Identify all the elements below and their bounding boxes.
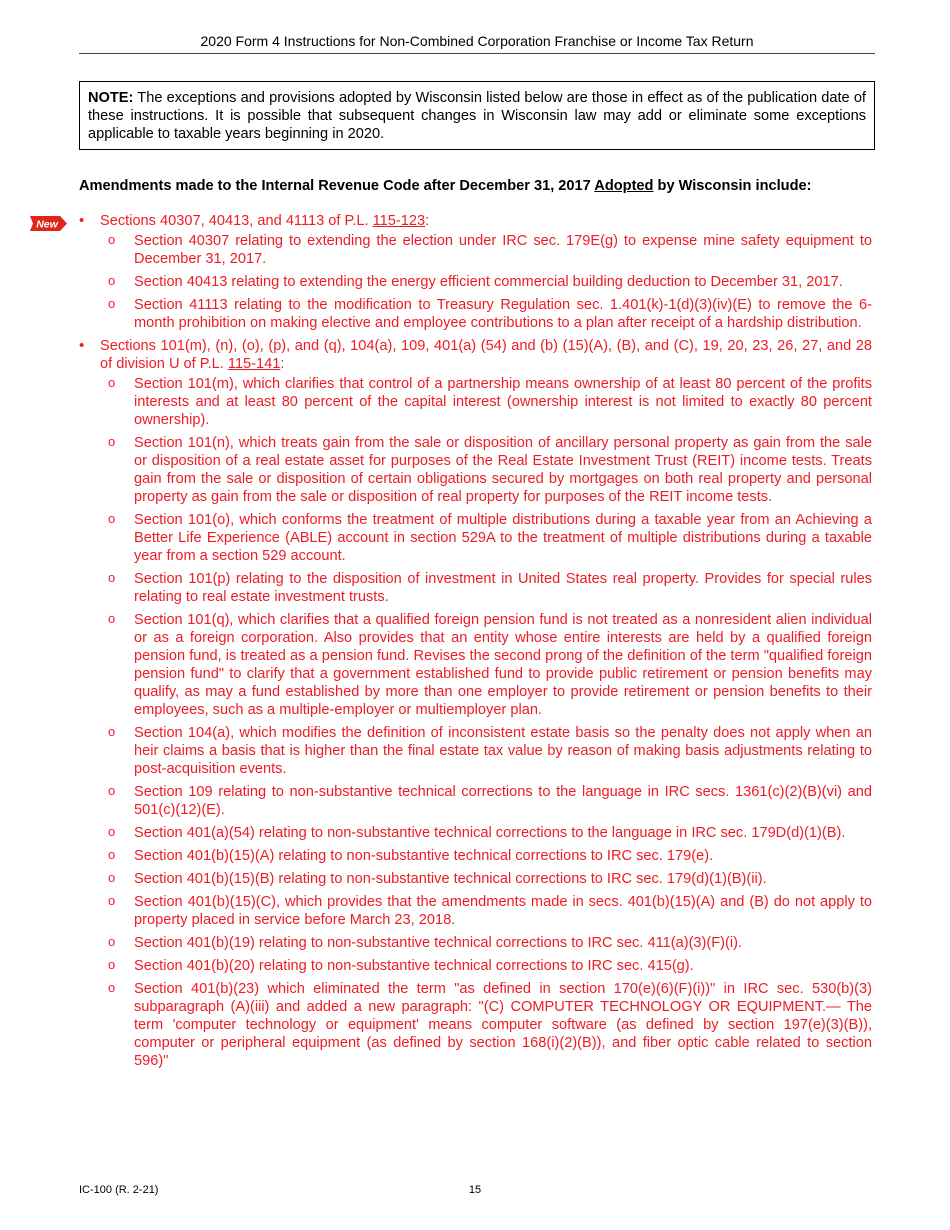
provision-item: o Section 109 relating to non-substantive technical corrections to the language in IRC secs. 1361(c)(2)(B)(vi) and 501(c)(12)(E). (100, 783, 872, 819)
provision-item: o Section 401(b)(19) relating to non-substantive technical corrections to IRC sec. 411(a)(3)(F)(i). (100, 934, 872, 952)
provision-list (100, 232, 872, 332)
heading-text-after: by Wisconsin include: (653, 178, 812, 194)
amendment-section (79, 212, 872, 332)
note-text: The exceptions and provisions adopted by Wisconsin listed below are those in effect as of the publication date of these instructions. It is possible that subsequent changes in Wisconsin law may add or eliminate some exceptions applicable to taxable years beginning in 2020. (88, 90, 866, 142)
heading-adopted: Adopted (594, 178, 654, 194)
amendment-list (79, 212, 872, 1070)
note-box (79, 81, 875, 150)
provision-item: o Section 41113 relating to the modification to Treasury Regulation sec. 1.401(k)-1(d)(3)(iv)(E) to remove the 6-month prohibition on making elective and employee contributions to a plan after receipt of a hardship distribution. (100, 296, 872, 332)
amendment-section (79, 337, 872, 1070)
provision-item: o Section 101(p) relating to the disposition of investment in United States real property. Provides for special rules relating to real estate investment trusts. (100, 570, 872, 606)
section-intro: Sections 40307, 40413, and 41113 of P.L. (100, 213, 373, 229)
note-label: NOTE: (88, 90, 134, 106)
provision-item: o Section 101(n), which treats gain from the sale or disposition of ancillary personal property as gain from the sale or disposition of a real estate asset for purposes of the Real Estate Investment Trust (REIT) income tests. Treats gain from the sale or disposition of certain obligations secured by mortgages on both real property and personal property as gain from the sale or disposition of real property for purposes of the REIT income tests. (100, 434, 872, 506)
provision-item: o Section 401(b)(15)(A) relating to non-substantive technical corrections to IRC sec. 179(e). (100, 847, 872, 865)
public-law-link: 115-123 (372, 213, 426, 229)
provision-item: o Section 101(q), which clarifies that a qualified foreign pension fund is not treated as a nonresident alien individual or as a foreign corporation. Also provides that an entity whose entire interests are held by a qualified foreign pension fund, is treated as a pension fund. Revises the second prong of the definition of the term "qualified foreign pension fund" to clarify that a government established fund to provide public retirement or pension benefits may qualify, as may a fund established by more than one employer to provide retirement or pension benefits to their employees, such as a multiple-employer or multiemployer plan. (100, 611, 872, 719)
provision-item: o Section 101(o), which conforms the treatment of multiple distributions during a taxable year from an Achieving a Better Life Experience (ABLE) account in section 529A to the treatment of multiple distributions during a taxable year from a section 529 account. (100, 511, 872, 565)
provision-item: o Section 401(a)(54) relating to non-substantive technical corrections to the language in IRC sec. 179D(d)(1)(B). (100, 824, 872, 842)
header-divider (79, 53, 875, 54)
heading-text-before: Amendments made to the Internal Revenue Code after December 31, 2017 (79, 178, 595, 194)
page-header-title: 2020 Form 4 Instructions for Non-Combined Corporation Franchise or Income Tax Return (200, 33, 754, 49)
new-flag-label: New (36, 218, 58, 231)
section-intro: Sections 101(m), (n), (o), (p), and (q), 104(a), 109, 401(a) (54) and (b) (15)(A), (B), and (C), 19, 20, 23, 26, 27, and 28 of division U of P.L. (100, 338, 872, 372)
section-suffix: : (280, 356, 285, 372)
provision-list (100, 375, 872, 1070)
amendments-content (79, 212, 872, 1075)
provision-item: o Section 401(b)(15)(B) relating to non-substantive technical corrections to IRC sec. 179(d)(1)(B)(ii). (100, 870, 872, 888)
section-heading (79, 177, 879, 195)
footer-form-id: IC-100 (R. 2-21) (79, 1184, 159, 1196)
provision-item: o Section 401(b)(15)(C), which provides that the amendments made in secs. 401(b)(15)(A) and (B) do not apply to property placed in service before March 23, 2018. (100, 893, 872, 929)
provision-item: o Section 401(b)(20) relating to non-substantive technical corrections to IRC sec. 415(g). (100, 957, 872, 975)
provision-item: o Section 101(m), which clarifies that control of a partnership means ownership of at least 80 percent of the profits interests and at least 80 percent of the capital interest (ownership interest is not limited to exactly 80 percent ownership). (100, 375, 872, 429)
provision-item: o Section 40307 relating to extending the election under IRC sec. 179E(g) to expense mine safety equipment to December 31, 2017. (100, 232, 872, 268)
provision-item: o Section 104(a), which modifies the definition of inconsistent estate basis so the penalty does not apply when an heir claims a basis that is higher than the final estate tax value by reason of making basis adjustments relating to post-acquisition events. (100, 724, 872, 778)
new-flag-icon (30, 215, 68, 232)
footer-page-number: 15 (468, 1184, 482, 1196)
public-law-link: 115-141 (227, 356, 281, 372)
provision-item: o Section 40413 relating to extending the energy efficient commercial building deduction to December 31, 2017. (100, 273, 872, 291)
provision-item: o Section 401(b)(23) which eliminated the term "as defined in section 170(e)(6)(F)(i))" in IRC sec. 530(b)(3) subparagraph (A)(iii) and added a new paragraph: "(C) COMPUTER TECHNOLOGY OR EQUIPMENT.— The term 'computer technology or equipment' means computer software (as defined by section 197(e)(3)(B)), computer or peripheral equipment (as defined by section 168(i)(2)(B)), and fiber optic cable related to section 596)" (100, 980, 872, 1070)
section-suffix: : (425, 213, 430, 229)
